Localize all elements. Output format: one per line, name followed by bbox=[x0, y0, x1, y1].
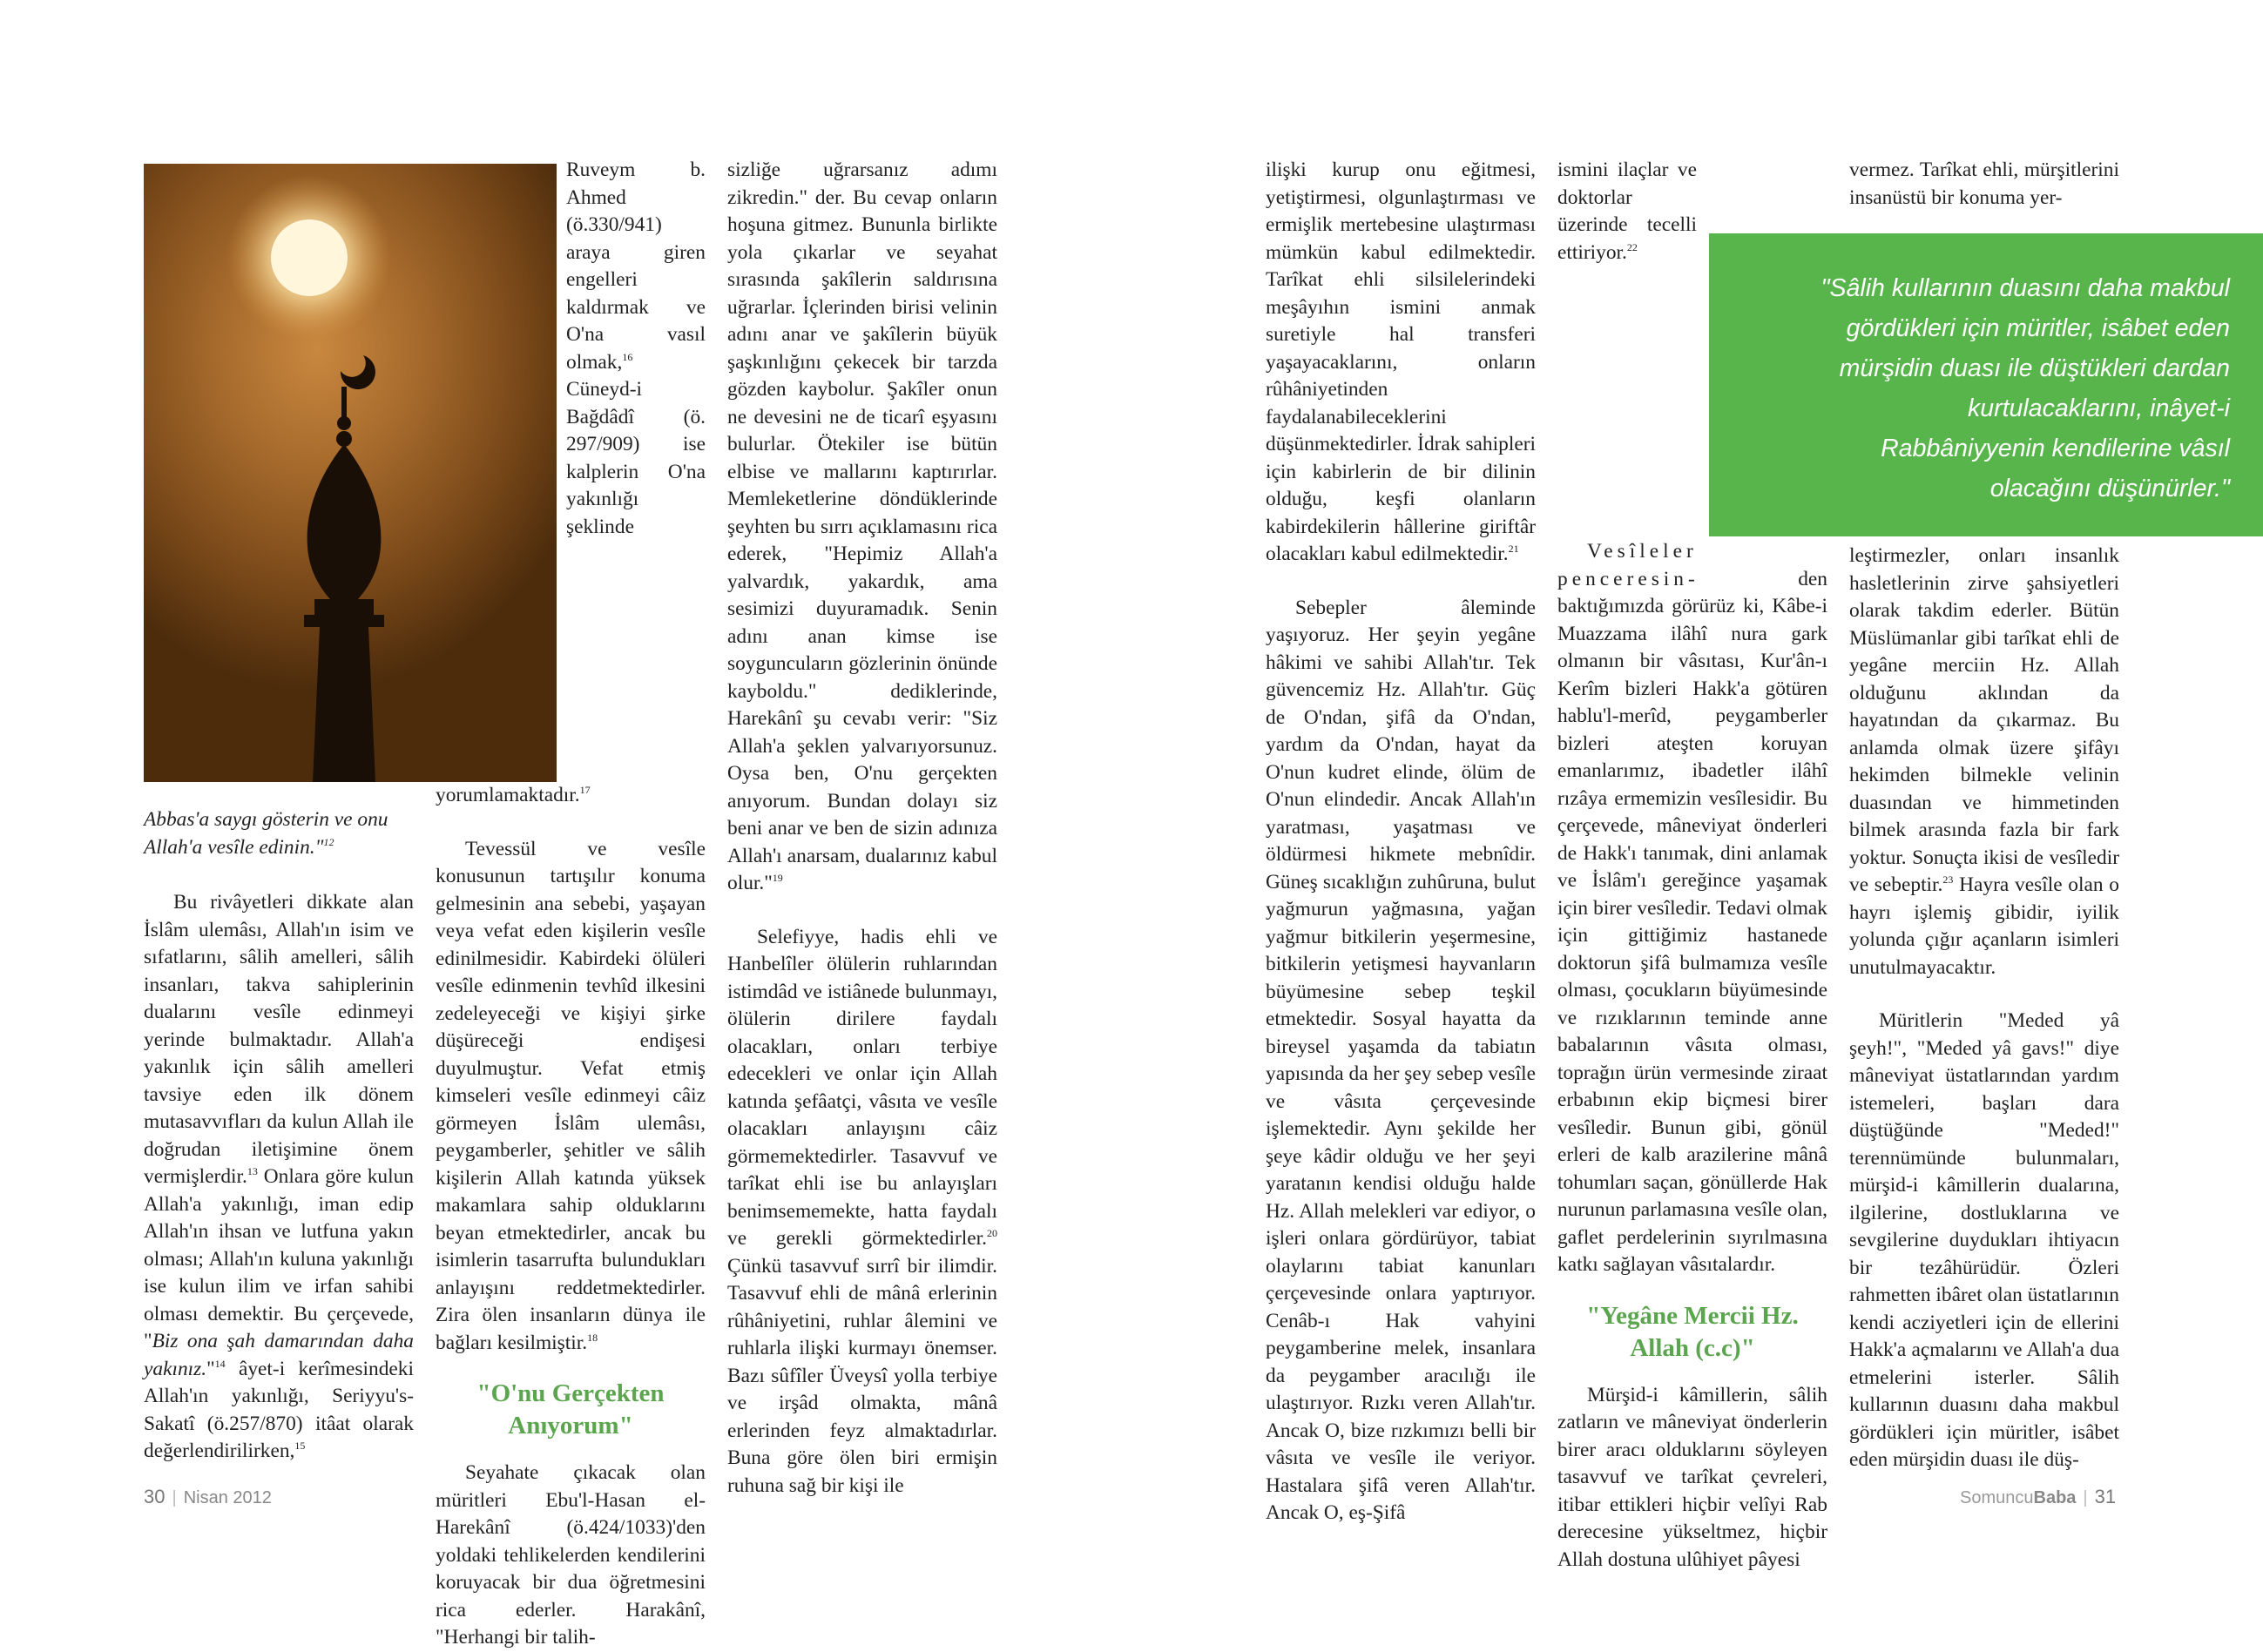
body-paragraph: Selefiyye, hadis ehli ve Hanbelîler ölülerin ruhlarından istimdâd ve istiânede bulunmayı, ölülerin dirilere faydalı olacakları, onları terbiye edecekleri ve onlar için Allah katında şefâatçi, vâsıta ve vesîle olacakları anlayışını câiz görmemektedirler. Tasavvuf ve tarîkat ehli ise bu anlayışları benimsememekte, hatta faydalı ve gerekli görmektedirler.$^{20}$ Çünkü tasavvuf sırrî bir ilimdir. Tasavvuf ehli de mânâ erlerinin rûhâniyetini, ruhlar âlemini ve ruhlarla ilişki kurmayı önemser. Bazı sûfîler Üveysî yolla terbiye ve irşâd olmakta, mânâ erlerinden feyz almaktadırlar. Buna göre ölen biri ermişin ruhuna sağ bir kişi ile bbox=[727, 925, 997, 1497]
body-paragraph: Seyahate çıkacak olan müritleri Ebu'l-Hasan el-Harekânî (ö.424/1033)'den yoldaki tehlikelerden kendilerini koruyacak bir dua öğretmesini rica ederler. Harakânî, "Herhangi bir talih- bbox=[436, 1461, 706, 1649]
magazine-logo: SomuncuBaba bbox=[1960, 1488, 2077, 1507]
body-paragraph: ismini ilaçlar ve doktorlar üzerinde tecelli ettiriyor.$^{22}$ bbox=[1557, 158, 1697, 264]
photo-caption: Abbas'a saygı gösterin ve onu Allah'a vesîle edinin."$^{12}$ bbox=[144, 808, 388, 859]
section-heading: "Yegâne Mercii Hz. Allah (c.c)" bbox=[1586, 1301, 1799, 1362]
body-paragraph: Sebepler âleminde yaşıyoruz. Her şeyin yegâne hâkimi ve sahibi Allah'tır. Tek güvencemiz Hz. Allah'tır. Güç de O'ndan, şifâ da O'ndan, yardım da O'ndan, hayat da O'nun kudret elinde, ölüm de O'nun elindedir. Ancak Allah'ın yaratması, yaşatması ve öldürmesi hikmete mebnîdir. Güneş sıcaklığın zuhûruna, bulut yağmurun yağmasına, yağan yağmur bitkilerin yeşermesine, bitkilerin yetişmesi hayvanların büyümesine sebep teşkil etmektedir. Sosyal hayatta da bireysel yaşamda da tabiatın yapısında da her şey sebep vesîle ve vâsıta çerçevesinde işlemektedir. Aynı şekilde her şeye kâdir olduğu ve her şeyi yaratanın kendisi olduğu halde Hz. Allah melekleri var ediyor, o işleri onlara gördürüyor, tabiat olaylarını tabiat kanunları çerçevesinde onlara yaptırıyor. Cenâb-ı Hak vahyini peygamberine melek, insanlara da peygamber aracılığı ile ulaştırıyor. Rızkı veren Allah'tır. Ancak O, bize rızkımızı belli bir vâsıta ve vesîle ile veriyor. Hastalara şifâ veren Allah'tır. Ancak O, eş-Şifâ bbox=[1266, 596, 1536, 1524]
body-paragraph: Tevessül ve vesîle konusunun tartışılır konuma gelmesinin ana sebebi, yaşayan veya vefat eden kişilerin vesîle edinilmesidir. Kabirdeki ölüleri vesîle edinmenin tevhîd ilkesini zedeleyeceği ve kişiyi şirke düşüreceği endişesi duyulmuştur. Vefat etmiş kimseleri vesîle edinmeyi câiz görmeyen İslâm ulemâsı, peygamberler, şehitler ve sâlih kişilerin Allah katında yüksek makamlara sahip olduklarını beyan etmektedirler, ancak bu isimlerin tasarrufta bulundukları anlayışını reddetmektedirler. Zira ölen insanların dünya ile bağları kesilmiştir.$^{18}$ bbox=[436, 837, 706, 1354]
body-paragraph: sizliğe uğrarsanız adımı zikredin." der. Bu cevap onların hoşuna gitmez. Bununla birlikte yola çıkarlar ve seyahat sırasında şakîlerin saldırısına uğrarlar. İçlerinden birisi velinin adını anar ve şakîlerin büyük şaşkınlığını çekecek bir tarzda gözden kaybolur. Şakîler onun ne devesini ne de ticarî eşyasını bulurlar. Ötekiler ise bütün elbise ve mallarını kaptırırlar. Memleketlerine döndüklerinde şeyhten bu sırrı açıklamasını rica ederek, "Hepimiz Allah'a yalvardık, yakardık, ama sesimizi duyuramadık. Senin adını anan kimse ise soyguncuların gözlerinin önünde kayboldu." dediklerinde, Harekânî şu cevabı verir: "Siz Allah'a şeklen yalvarıyorsunuz. Oysa ben, O'nu gerçekten anıyorum. Bundan dolayı siz beni anar ve ben de sizin adınıza Allah'ı anarsam, dualarınız kabul olur."$^{19}$ bbox=[727, 158, 997, 894]
body-paragraph: Bu rivâyetleri dikkate alan İslâm ulemâsı, Allah'ın isim ve sıfatlarını, sâlih amelleri, sâlih insanları, takva sahiplerinin dualarını vesîle edinmeyi yerinde bulmaktadır. Allah'a yakınlık için sâlih amelleri tavsiye eden ilk dönem mutasavvıfları da kulun Allah ile doğrudan iletişimine önem vermişlerdir.$^{13}$ Onlara göre kulun Allah'a yakınlığı, iman edip Allah'ın ihsan ve lutfuna yakın olması; Allah'ın kuluna yakınlığı ise kulun ilim ve irfan sahibi olması demektir. Bu çerçevede, "Biz ona şah damarından daha yakınız."$^{14}$ âyet-i kerîmesindeki Allah'ın yakınlığı, Seriyyu's-Sakatî (ö.257/870) itâat olarak değerlendirilirken,$^{15}$ bbox=[144, 891, 414, 1462]
right-page-folio: SomuncuBaba | 31 bbox=[1960, 1486, 2117, 1507]
body-paragraph: Vesîleler penceresin- den baktığımızda görürüz ki, Kâbe-i Muazzama ilâhî nura gark olmanın bir vâsıtası, Kur'ân-ı Kerîm bizleri Hakk'a götüren hablu'l-merîd, peygamberler bizleri ateşten koruyan emanlarımız, ibadetler ilâhî rızâya ermemizin vesîlesidir. Bu çerçevede, mâneviyat önderleri de Hakk'ı tanımak, dini anlamak ve İslâm'ı gereğince yaşamak için birer vesîledir. Tedavi olmak için gittiğimiz hastanede doktorun şifâ bulmamıza vesîle olması, çocukların büyümesinde ve rızıklarının teminde anne babalarının vâsıta olması, toprağın ürün vermesinde ziraat erbabının ekip biçmesi birer vesîledir. Bunun gibi, gönül erleri de kalb arazilerine mânâ tohumları saçan, gönüllerde Hak nurunun parlamasına vesîle olan, gaflet perdelerinin sıyrılmasına katkı sağlayan vâsıtalardır. bbox=[1557, 540, 1827, 1276]
body-paragraph: Ruveym b. Ahmed (ö.330/941) araya giren engelleri kaldırmak ve O'na vasıl olmak,$^{16}$ Cüneyd-i Bağdâdî (ö. 297/909) ise kalplerin O'na yakınlığı şeklinde yorumlamaktadır.$^{17}$ bbox=[436, 158, 706, 806]
page-number: 31 bbox=[2094, 1486, 2117, 1507]
left-page-folio: 30 | Nisan 2012 bbox=[144, 1486, 272, 1507]
pull-quote-text: "Sâlih kullarının duasını daha makbul gördükleri için müritler, isâbet eden mürşidin duası ile düştükleri dardan kurtulacaklarını, inâyet-i Rabbâniyyenin kendilerine vâsıl olacağını düşünürler." bbox=[1821, 274, 2230, 502]
article-column-4 bbox=[1266, 157, 1536, 1527]
article-column-3 bbox=[727, 157, 997, 1500]
body-paragraph: ilişki kurup onu eğitmesi, yetiştirmesi, olgunlaştırması ve ermişlik mertebesine ulaştırması mümkün kabul edilmektedir. Tarîkat ehli silsilelerindeki meşâyıhın ismini anmak suretiyle hal transferi yaşayacaklarını, onların rûhâniyetinden faydalanabileceklerini düşünmektedirler. İdrak sahipleri için kabirlerin de bir dilinin olduğu, keşfi olanların kabirdekilerin hâllerine giriftâr olacakları kabul edilmektedir.$^{21}$ bbox=[1266, 158, 1536, 565]
article-column-1 bbox=[144, 889, 414, 1466]
article-column-2 bbox=[436, 157, 706, 1652]
page-number: 30 bbox=[144, 1486, 166, 1507]
image-wrap-spacer bbox=[436, 157, 566, 782]
section-heading: "O'nu Gerçekten Anıyorum" bbox=[476, 1379, 665, 1440]
body-paragraph: leştirmezler, onları insanlık hasletlerinin zirve şahsiyetleri olarak takdim ederler. Bütün Müslümanlar gibi tarîkat ehli de yegâne merciin Hz. Allah olduğunu aklından da hayatından da çıkarmaz. Bu anlamda olmak üzere şifâyı hekimden bilmekle velinin duasından ve himmetinden bilmek arasında fazla bir fark yoktur. Sonuçta ikisi de vesîledir ve sebeptir.$^{23}$ Hayra vesîle olan o hayrı işlemiş gibidir, iyilik yolunda çığır açanların isimleri unutulmayacaktır. bbox=[1849, 544, 2120, 979]
pull-quote-box bbox=[1709, 233, 2263, 536]
body-paragraph: Mürşid-i kâmillerin, sâlih zatların ve mâneviyat önderlerin birer aracı olduklarını söyleyen tasavvuf ve tarîkat çevreleri, itibar ettikleri hiçbir velîyi Rab derecesine yükseltmez, hiçbir Allah dostuna ulûhiyet pâyesi bbox=[1557, 1383, 1827, 1571]
issue-date: Nisan 2012 bbox=[183, 1488, 272, 1507]
body-paragraph: vermez. Tarîkat ehli, mürşitlerini insanüstü bir konuma yer- bbox=[1849, 158, 2119, 209]
body-paragraph: Müritlerin "Meded yâ şeyh!", "Meded yâ gavs!" diye mâneviyat üstatlarından yardım istemeleri, başları dara düştüğünde "Meded!" terennümünde bulunmaları, mürşid-i kâmillerin dualarına, ilgilerine, dostluklarına ve sevgilerine duydukları ihtiyacın bir tezâhürüdür. Özleri rahmetten ibâret olan üstatlarının kendi acziyetleri için de ellerini Hakk'a açmalarını ve Allah'a dua etmelerini isterler. Sâlih kullarının duasını daha makbul gördükleri için müritler, isâbet eden mürşidin duası ile düş- bbox=[1849, 1009, 2119, 1471]
